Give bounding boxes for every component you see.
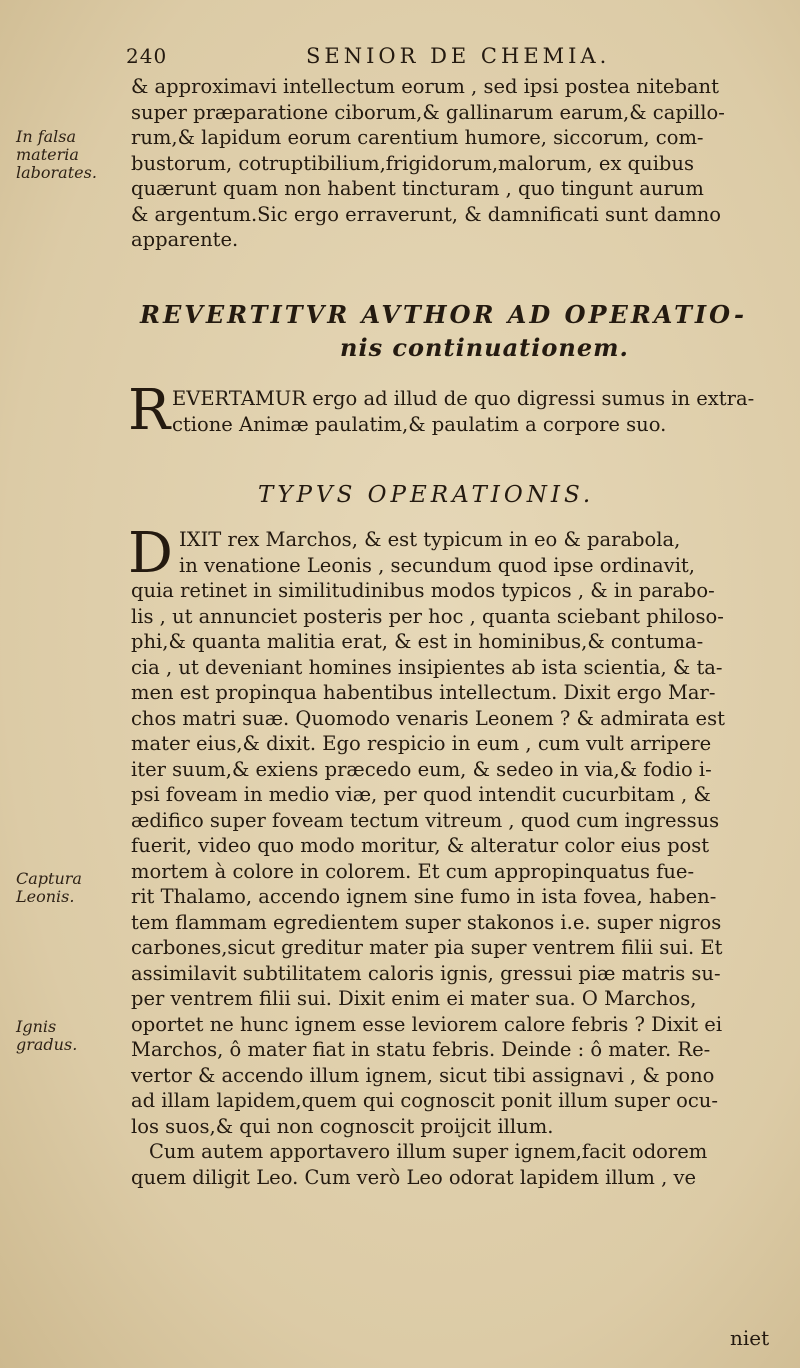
text-line: assimilavit subtilitatem caloris ignis, gressui piæ matris su-: [131, 961, 721, 985]
text-line: chos matri suæ. Quomodo venaris Leonem ? & admirata est: [131, 706, 725, 730]
text-line: ctione Animæ paulatim,& paulatim a corpore suo.: [172, 412, 667, 436]
section-heading-continued: nis continuationem.: [340, 333, 629, 362]
text-line: & approximavi intellectum eorum , sed ipsi postea nitebant: [131, 75, 719, 98]
text-line: rit Thalamo, accendo ignem sine fumo in ista fovea, haben-: [131, 885, 717, 908]
running-head: SENIOR DE CHEMIA.: [306, 44, 611, 68]
margin-note-falsa-materia: In falsa materia laborates.: [16, 127, 97, 182]
drop-cap-r: R: [128, 378, 171, 443]
text-line: mater eius,& dixit. Ego respicio in eum , cum vult arripere: [131, 732, 712, 755]
typus-operationis-heading: TYPVS OPERATIONIS.: [258, 482, 595, 508]
text-line: vertor & accendo illum ignem, sicut tibi assignavi , & pono: [131, 1063, 715, 1087]
text-line: iter suum,& exiens præcedo eum, & sedeo in via,& fodio i-: [131, 757, 712, 781]
text-line: EVERTAMUR ergo ad illud de quo digressi sumus in extra-: [172, 387, 755, 410]
intro-paragraph: [131, 74, 781, 253]
page-header: [126, 44, 760, 74]
paragraph-dixit: [131, 527, 781, 1190]
text-line: lis , ut annunciet posteris per hoc , quanta sciebant philoso-: [131, 604, 724, 628]
text-line: mortem à colore in colorem. Et cum appropinquatus fue-: [131, 859, 695, 883]
text-line: carbones,sicut greditur mater pia super ventrem filii sui. Et: [131, 936, 723, 959]
text-line: phi,& quanta malitia erat, & est in hominibus,& contuma-: [131, 630, 704, 653]
text-line: super præparatione ciborum,& gallinarum earum,& capillo-: [131, 100, 725, 124]
text-line: in venatione Leonis , secundum quod ipse ordinavit,: [179, 553, 695, 577]
text-line: ad illam lapidem,quem qui cognoscit ponit illum super ocu-: [131, 1089, 718, 1112]
page-number: 240: [126, 44, 168, 68]
text-line: Cum autem apportavero illum super ignem,facit odorem: [149, 1140, 708, 1163]
text-line: per ventrem filii sui. Dixit enim ei mater sua. O Marchos,: [131, 987, 697, 1010]
text-line: cia , ut deveniant homines insipientes ab ista scientia, & ta-: [131, 655, 723, 679]
text-line: quem diligit Leo. Cum verò Leo odorat lapidem illum , ve: [131, 1165, 697, 1189]
text-line: ædifico super foveam tectum vitreum , quod cum ingressus: [131, 808, 720, 832]
text-line: & argentum.Sic ergo erraverunt, & damnificati sunt damno: [131, 202, 722, 226]
section-heading: REVERTITVR AVTHOR AD OPERATIO-: [140, 300, 747, 329]
text-line: oportet ne hunc ignem esse leviorem calore febris ? Dixit ei: [131, 1012, 723, 1036]
margin-note-captura-leonis: Captura Leonis.: [16, 869, 82, 906]
text-line: tem flammam egredientem super stakonos i.e. super nigros: [131, 910, 722, 934]
text-line: quia retinet in similitudinibus modos typicos , & in parabo-: [131, 579, 715, 602]
text-line: fuerit, video quo modo moritur, & alteratur color eius post: [131, 834, 710, 857]
drop-cap-d: D: [128, 521, 173, 586]
text-line: men est propinqua habentibus intellectum. Dixit ergo Mar-: [131, 681, 716, 704]
text-line: rum,& lapidum eorum carentium humore, siccorum, com-: [131, 126, 704, 149]
text-line: Marchos, ô mater fiat in statu febris. Deinde : ô mater. Re-: [131, 1038, 711, 1061]
text-line: bustorum, cotruptibilium,frigidorum,malorum, ex quibus: [131, 151, 694, 175]
catchword: niet: [730, 1326, 770, 1350]
margin-note-ignis-gradus: Ignis gradus.: [16, 1017, 78, 1054]
paragraph-revertamur: [172, 386, 782, 437]
text-line: psi foveam in medio viæ, per quod intendit cucurbitam , &: [131, 783, 711, 806]
text-line: quærunt quam non habent tincturam , quo tingunt aurum: [131, 177, 704, 200]
text-line: IXIT rex Marchos, & est typicum in eo & parabola,: [179, 528, 681, 551]
text-line: los suos,& qui non cognoscit proijcit illum.: [131, 1114, 554, 1138]
text-line: apparente.: [131, 228, 239, 251]
